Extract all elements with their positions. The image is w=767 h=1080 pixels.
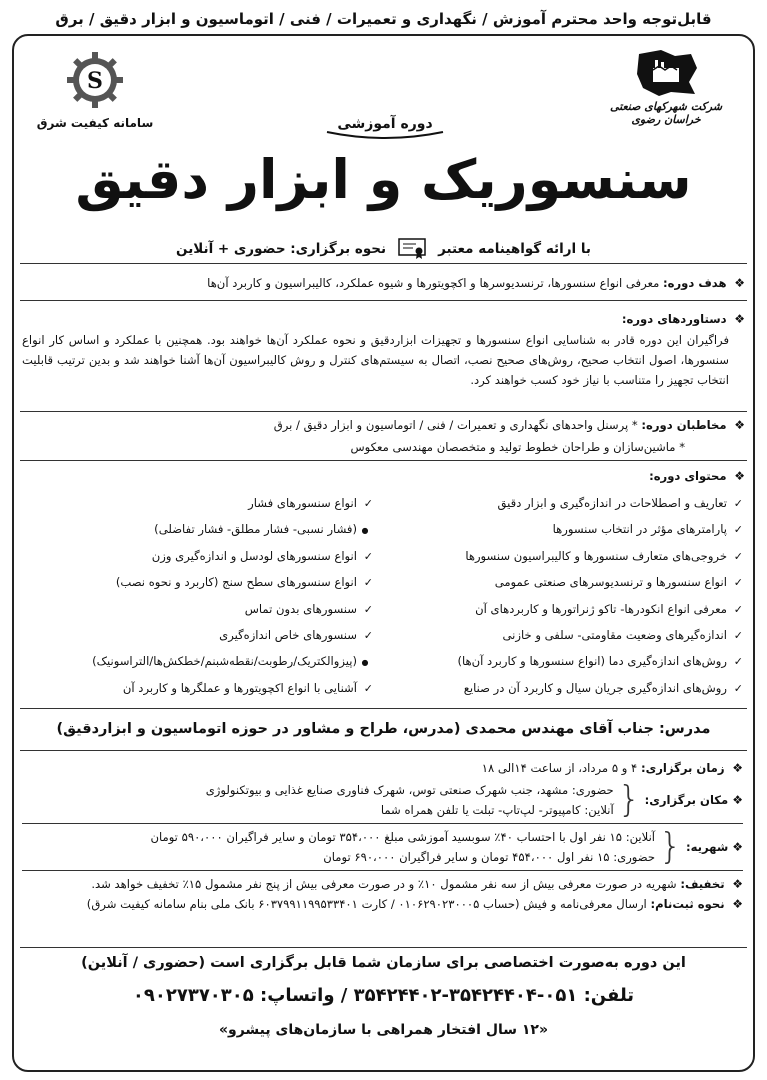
- list-item: [23, 648, 373, 674]
- diamond-bullet-icon: ❖: [732, 840, 743, 854]
- list-item-text: انواع سنسورهای لودسل و اندازه‌گیری وزن: [151, 548, 357, 563]
- register-label: نحوه ثبت‌نام:: [650, 897, 725, 911]
- list-item-text: معرفی انواع انکودرها- تاکو ژنراتورها و کاربردهای آن: [475, 601, 727, 616]
- audience-line1: * پرسنل واحدهای نگهداری و تعمیرات / فنی / اتوماسیون و ابزار دقیق / برق: [273, 418, 638, 432]
- fee-inperson: حضوری: ۱۵ نفر اول ۴۵۴،۰۰۰ تومان و سایر فراگیران ۶۹۰،۰۰۰ تومان: [323, 850, 656, 864]
- divider: [20, 947, 747, 948]
- divider: [22, 870, 743, 871]
- discount-row: [22, 874, 743, 894]
- check-icon: ✓: [363, 549, 373, 563]
- check-icon: ✓: [733, 549, 743, 563]
- list-item-text: اندازه‌گیرهای وضعیت مقاومتی- سلفی و خازنی: [502, 627, 727, 642]
- quality-logo-letter: S: [87, 68, 103, 94]
- list-item: [393, 675, 743, 701]
- certificate-icon: [398, 238, 426, 260]
- discount-value: شهریه در صورت معرفی بیش از سه نفر مشمول ۱۰٪ و در صورت معرفی بیش از پنج نفر مشمول ۱۵٪ تخفیف خواهد شد.: [91, 877, 677, 891]
- list-item-text: (پیزوالکتریک/رطوبت/نقطه‌شبنم/خطکش‌ها/التراسونیک): [92, 654, 357, 669]
- quality-system-name: سامانه کیفیت شرق: [36, 116, 154, 130]
- achievements-section: [22, 310, 745, 390]
- brace-icon: {: [659, 826, 682, 867]
- course-title: سنسوریک و ابزار دقیق: [75, 148, 692, 211]
- fee-label: شهریه:: [685, 840, 729, 854]
- check-icon: ✓: [733, 497, 743, 510]
- list-item-text: انواع سنسورها و ترنسدیوسرهای صنعتی عمومی: [494, 575, 727, 590]
- place-online: آنلاین: کامپیوتر- لپ‌تاپ- تبلت یا تلفن همراه شما: [380, 803, 614, 817]
- divider: [20, 750, 747, 751]
- course-label-text: دوره آموزشی: [337, 116, 433, 132]
- custom-course-cta: این دوره به‌صورت اختصاصی برای سازمان شما قابل برگزاری است (حضوری / آنلاین): [81, 955, 686, 971]
- list-item-text: پارامترهای مؤثر در انتخاب سنسورها: [552, 522, 727, 537]
- content-label: محتوای دوره:: [649, 469, 727, 483]
- list-item-text: انواع سنسورهای سطح سنج (کاربرد و نحوه نصب): [115, 575, 357, 590]
- check-icon: ✓: [363, 602, 373, 616]
- list-item: [393, 569, 743, 595]
- top-notice: قابل‌توجه واحد محترم آموزش / نگهداری و تعمیرات / فنی / اتوماسیون و ابزار دقیق / برق: [55, 10, 712, 28]
- list-item-text: سنسورهای بدون تماس: [244, 601, 357, 616]
- content-grid: [23, 490, 743, 700]
- company-name: شرکت شهرکهای صنعتی خراسان رضوی: [609, 100, 723, 126]
- diamond-bullet-icon: ❖: [732, 897, 743, 911]
- list-item: [23, 596, 373, 622]
- certificate-row: [20, 238, 747, 260]
- list-item: [393, 490, 743, 516]
- iran-map-factory-icon: [631, 48, 701, 98]
- delivery-text: نحوه برگزاری: حضوری + آنلاین: [176, 241, 387, 257]
- content-section-header: [22, 467, 745, 485]
- discount-label: تخفیف:: [680, 877, 725, 891]
- content-column-left: [23, 490, 373, 701]
- list-item-text: خروجی‌های متعارف سنسورها و کالیبراسیون سنسورها: [465, 548, 727, 563]
- goal-section: [22, 274, 745, 292]
- goal-text: معرفی انواع سنسورها، ترنسدیوسرها و اکچویتورها و شیوه عملکرد، کالیبراسیون و کاربرد آن‌ها: [207, 276, 660, 290]
- list-item-text: تعاریف و اصطلاحات در اندازه‌گیری و ابزار دقیق: [497, 496, 727, 510]
- list-item-text: انواع سنسورهای فشار: [248, 496, 357, 510]
- phone-line: تلفن: ۰۵۱-۳۵۴۲۴۴۰۴-۳۵۴۲۴۴۰۲ / واتساپ: ۰۹۰۲۷۳۷۰۳۰۵: [132, 985, 635, 1006]
- list-item-text: روش‌های اندازه‌گیری جریان سیال و کاربرد آن در صنایع: [463, 680, 727, 695]
- divider: [20, 263, 747, 264]
- achievements-text: فراگیران این دوره قادر به شناسایی انواع سنسورها و تجهیزات ابزاردقیق و نحوه عملکرد آن‌ها خواهند بود. همچنین با عملکرد و اساس کار انواع سنسورها، اصول انتخاب صحیح، روش‌های صحیح نصب، اتصال به سیستم‌های کنترل و روش کالیبراسیون آن‌ها آشنا خواهند شد و بدین ترتیب قابلیت انتخاب تجهیز را متناسب با نیاز خود کسب خواهند کرد.: [22, 333, 729, 387]
- audience-label: مخاطبان دوره:: [641, 418, 727, 432]
- divider: [20, 300, 747, 301]
- diamond-bullet-icon: ❖: [732, 761, 743, 775]
- register-row: [22, 894, 743, 914]
- list-item: [393, 596, 743, 622]
- slogan: «۱۲ سال افتخار همراهی با سازمان‌های پیشرو»: [218, 1022, 549, 1038]
- gear-s-logo: [65, 50, 125, 110]
- dot-bullet-icon: ●: [361, 658, 369, 668]
- divider: [20, 708, 747, 709]
- details-section: [22, 758, 743, 914]
- audience-line2: * ماشین‌سازان و طراحان خطوط تولید و متخصصان مهندسی معکوس: [350, 440, 685, 454]
- check-icon: ✓: [363, 576, 373, 590]
- list-item-text: سنسورهای خاص اندازه‌گیری: [219, 627, 357, 642]
- list-item-text: (فشار نسبی- فشار مطلق- فشار تفاضلی): [154, 522, 357, 537]
- dot-bullet-icon: ●: [361, 526, 369, 536]
- list-item-text: روش‌های اندازه‌گیری دما (انواع سنسورها و کاربرد آن‌ها): [457, 654, 727, 669]
- company-logo: [591, 48, 741, 128]
- list-item: [23, 569, 373, 595]
- diamond-bullet-icon: ❖: [734, 312, 745, 326]
- diamond-bullet-icon: ❖: [734, 418, 745, 432]
- time-label: زمان برگزاری:: [640, 761, 725, 775]
- quality-system-logo: [30, 50, 160, 130]
- place-inperson: حضوری: مشهد، جنب شهرک صنعتی توس، شهرک فناوری صنایع غذایی و بیوتکنولوژی: [205, 783, 614, 797]
- divider: [20, 460, 747, 461]
- diamond-bullet-icon: ❖: [734, 276, 745, 290]
- list-item: [23, 543, 373, 569]
- register-value: ارسال معرفی‌نامه و فیش (حساب ۰۱۰۶۲۹۰۲۳۰۰۰۵ / کارت ۶۰۳۷۹۹۱۱۹۹۵۳۳۴۰۱ بانک ملی بنام سامانه کیفیت شرق): [86, 897, 647, 911]
- diamond-bullet-icon: ❖: [732, 877, 743, 891]
- place-row: [22, 780, 743, 820]
- check-icon: ✓: [733, 628, 743, 642]
- audience-section: [22, 416, 745, 456]
- list-item: [23, 622, 373, 648]
- goal-label: هدف دوره:: [662, 276, 727, 290]
- check-icon: ✓: [733, 681, 743, 695]
- check-icon: ✓: [733, 576, 743, 590]
- check-icon: ✓: [363, 681, 373, 695]
- brace-icon: {: [617, 779, 641, 820]
- place-label: مکان برگزاری:: [644, 793, 729, 807]
- certificate-text: با ارائه گواهینامه معتبر: [438, 241, 591, 257]
- divider: [20, 411, 747, 412]
- fee-row: [22, 827, 743, 867]
- list-item: [23, 516, 373, 542]
- content-column-right: [393, 490, 743, 701]
- divider: [22, 823, 743, 824]
- check-icon: ✓: [733, 655, 743, 669]
- list-item: [23, 675, 373, 701]
- time-row: [22, 758, 743, 778]
- check-icon: ✓: [363, 628, 373, 642]
- diamond-bullet-icon: ❖: [734, 469, 745, 483]
- list-item: [393, 648, 743, 674]
- list-item: [23, 490, 373, 516]
- check-icon: ✓: [733, 523, 743, 537]
- list-item: [393, 516, 743, 542]
- fee-online: آنلاین: ۱۵ نفر اول با احتساب ۴۰٪ سوبسید آموزشی مبلغ ۳۵۴،۰۰۰ تومان و سایر فراگیران ۵۹۰،۰۰۰ تومان: [150, 830, 656, 844]
- check-icon: ✓: [363, 497, 373, 510]
- course-label: [320, 116, 450, 140]
- list-item: [393, 622, 743, 648]
- time-value: ۴ و ۵ مرداد، از ساعت ۱۴الی ۱۸: [481, 761, 638, 775]
- achievements-label: دستاوردهای دوره:: [621, 312, 727, 326]
- teacher-line: مدرس: جناب آقای مهندس محمدی (مدرس، طراح و مشاور در حوزه اتوماسیون و ابزاردقیق): [56, 721, 711, 737]
- list-item-text: آشنایی با انواع اکچویتورها و عملگرها و کاربرد آن: [122, 680, 357, 695]
- list-item: [393, 543, 743, 569]
- check-icon: ✓: [733, 602, 743, 616]
- diamond-bullet-icon: ❖: [732, 793, 743, 807]
